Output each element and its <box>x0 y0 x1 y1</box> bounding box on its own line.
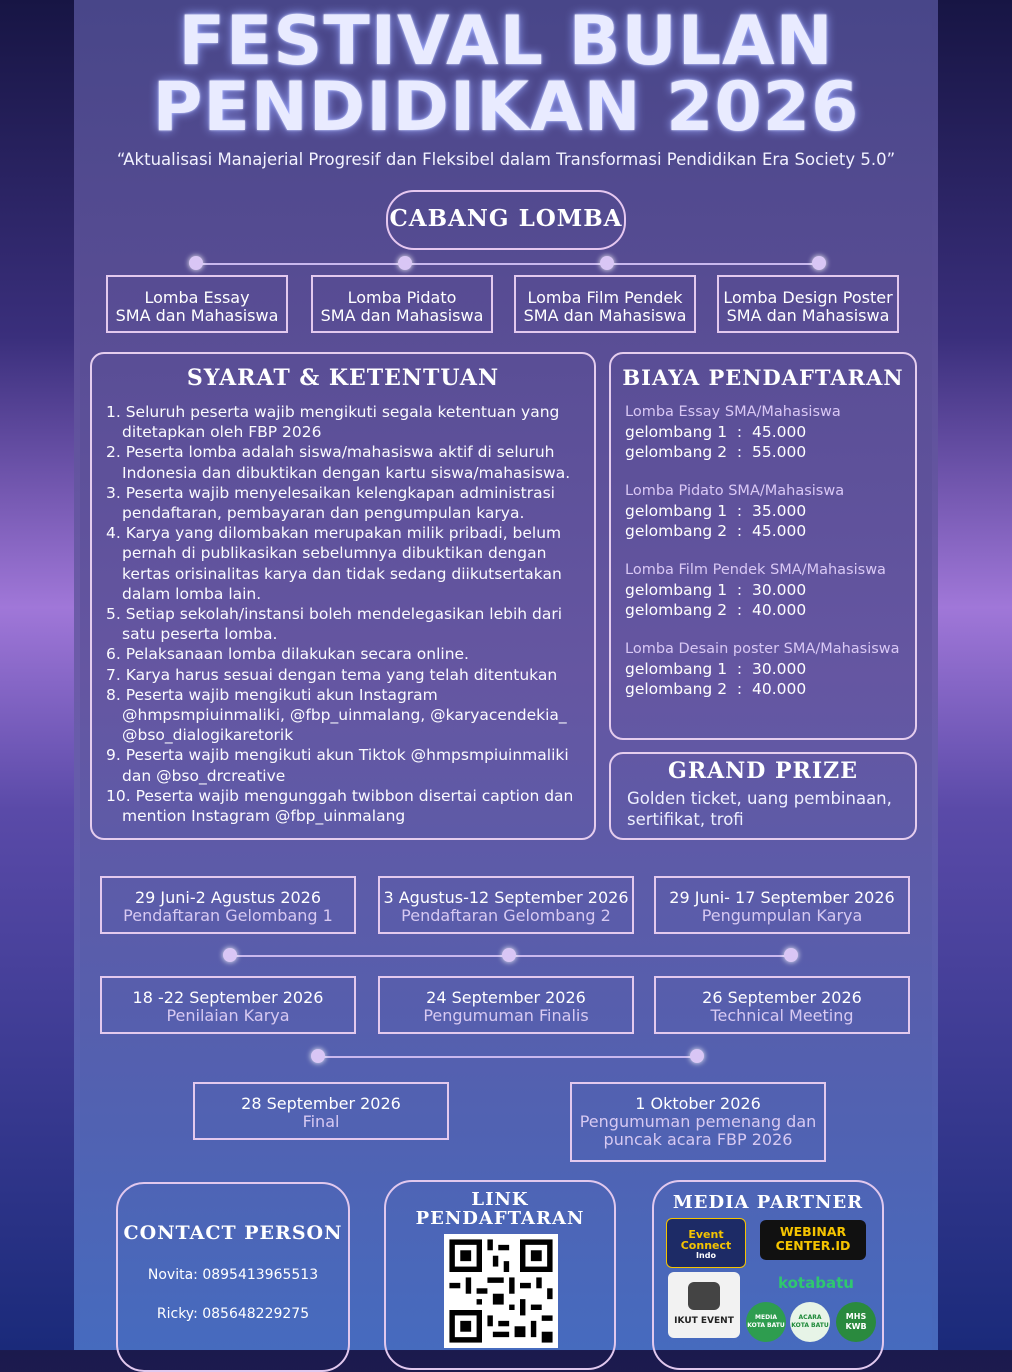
timeline-connector <box>318 1056 698 1058</box>
list-item: 6. Pelaksanaan lomba dilakukan secara online. <box>106 645 469 664</box>
list-item: 3. Peserta wajib menyelesaikan kelengkapan administrasi pendaftaran, pembayaran dan pengumpulan karya. <box>106 483 555 523</box>
timeline-item <box>378 976 634 1034</box>
connector-dot <box>690 1049 704 1063</box>
category-design-poster <box>717 275 899 333</box>
timeline-label-2: puncak acara FBP 2026 <box>603 1130 793 1149</box>
fee-category: Lomba Essay SMA/Mahasiswa <box>625 404 841 420</box>
category-name: Lomba Design Poster <box>723 288 893 307</box>
list-item: 8. Peserta wajib mengikuti akun Instagram @hmpsmpiuinmaliki, @fbp_uinmalang, @karyacendekia_ @bso_dialogikaretorik <box>106 685 567 745</box>
connector-dot <box>189 256 203 270</box>
fee-wave-2: gelombang 2 : 45.000 <box>625 522 807 540</box>
ikut-event-icon <box>688 1282 720 1310</box>
timeline-date: 18 -22 September 2026 <box>132 988 324 1007</box>
title-line-1: FESTIVAL BULAN <box>178 2 834 81</box>
link-heading-line-2: PENDAFTARAN <box>415 1208 585 1229</box>
timeline-date: 24 September 2026 <box>426 988 586 1007</box>
category-level: SMA dan Mahasiswa <box>523 306 687 325</box>
fee-wave-1: gelombang 1 : 35.000 <box>625 502 807 520</box>
fee-category: Lomba Desain poster SMA/Mahasiswa <box>625 641 900 657</box>
category-name: Lomba Essay <box>144 288 250 307</box>
event-connect-name: Event Connect <box>680 1228 732 1252</box>
category-name: Lomba Film Pendek <box>527 288 683 307</box>
timeline-item <box>654 876 910 934</box>
connector-dot <box>600 256 614 270</box>
fee-wave-1: gelombang 1 : 30.000 <box>625 660 807 678</box>
connector-dot <box>502 948 516 962</box>
fee-category: Lomba Pidato SMA/Mahasiswa <box>625 483 845 499</box>
right-side-decoration <box>932 0 1012 1350</box>
timeline-label: Pengumuman pemenang dan <box>579 1112 817 1131</box>
event-connect-sub: Indo <box>696 1251 716 1260</box>
contact-person-2[interactable]: Ricky: 085648229275 <box>156 1306 310 1322</box>
category-level: SMA dan Mahasiswa <box>115 306 279 325</box>
category-level: SMA dan Mahasiswa <box>320 306 484 325</box>
fee-wave-2: gelombang 2 : 40.000 <box>625 680 807 698</box>
timeline-label: Pengumpulan Karya <box>701 906 863 925</box>
contact-heading: CONTACT PERSON <box>123 1222 343 1244</box>
fee-group-poster <box>625 639 915 699</box>
qr-code[interactable] <box>444 1234 558 1348</box>
qr-code-icon <box>444 1234 558 1348</box>
list-item: 5. Setiap sekolah/instansi boleh mendelegasikan lebih dari satu peserta lomba. <box>106 605 563 644</box>
category-level: SMA dan Mahasiswa <box>726 306 890 325</box>
timeline-label: Penilaian Karya <box>166 1006 290 1025</box>
list-item: 10. Peserta wajib mengunggah twibbon disertai caption dan mention Instagram @fbp_uinmalang <box>106 786 574 826</box>
timeline-label: Pengumuman Finalis <box>423 1006 589 1025</box>
category-film-pendek <box>514 275 696 333</box>
connector-dot <box>311 1049 325 1063</box>
fee-wave-2: gelombang 2 : 55.000 <box>625 443 807 461</box>
category-connector-line <box>196 263 820 265</box>
event-connect-logo <box>666 1218 746 1268</box>
fee-category: Lomba Film Pendek SMA/Mahasiswa <box>625 562 886 578</box>
tagline: “Aktualisasi Manajerial Progresif dan Fleksibel dalam Transformasi Pendidikan Era Society 5.0” <box>116 150 896 169</box>
title-line-2: PENDIDIKAN 2026 <box>152 68 860 147</box>
category-essay <box>106 275 288 333</box>
grand-prize-heading: GRAND PRIZE <box>668 758 858 784</box>
list-item: 7. Karya harus sesuai dengan tema yang telah ditentukan <box>106 665 558 684</box>
link-heading <box>384 1190 616 1228</box>
timeline-label: Final <box>302 1112 340 1131</box>
timeline-label: Technical Meeting <box>710 1006 854 1025</box>
timeline-date: 26 September 2026 <box>702 988 862 1007</box>
timeline-item <box>570 1082 826 1162</box>
webinar-center-logo: WEBINAR CENTER.ID <box>760 1220 866 1260</box>
timeline-date: 28 September 2026 <box>241 1094 401 1113</box>
connector-dot <box>398 256 412 270</box>
connector-dot <box>223 948 237 962</box>
grand-prize-line: Golden ticket, uang pembinaan, <box>627 789 892 808</box>
connector-dot <box>784 948 798 962</box>
fee-wave-1: gelombang 1 : 30.000 <box>625 581 807 599</box>
timeline-item <box>378 876 634 934</box>
grand-prize-line: sertifikat, trofi <box>627 810 744 829</box>
left-side-decoration <box>0 0 80 1350</box>
list-item: 4. Karya yang dilombakan merupakan milik pribadi, belum pernah di publikasikan sebelumnya dibuktikan dengan kertas orisinalitas karya dan tidak sedang diikutsertakan dalam lomba lain. <box>106 524 562 603</box>
syarat-list <box>106 402 590 826</box>
ikut-event-name: IKUT EVENT <box>674 1316 734 1326</box>
biaya-heading: BIAYA PENDAFTARAN <box>622 365 904 390</box>
fee-group-pidato <box>625 481 915 541</box>
link-heading-line-1: LINK <box>471 1189 529 1210</box>
kotabatu-logo: kotabatu <box>778 1274 854 1292</box>
fee-group-film <box>625 560 915 620</box>
cabang-lomba-heading: CABANG LOMBA <box>386 190 626 250</box>
connector-dot <box>812 256 826 270</box>
timeline-item <box>100 976 356 1034</box>
ikut-event-logo <box>668 1272 740 1338</box>
timeline-date: 29 Juni- 17 September 2026 <box>669 888 895 907</box>
grand-prize-text <box>627 788 917 830</box>
mhs-kwb-logo: MHS KWB <box>836 1302 876 1342</box>
contact-person-1[interactable]: Novita: 0895413965513 <box>147 1267 319 1283</box>
fee-wave-2: gelombang 2 : 40.000 <box>625 601 807 619</box>
timeline-label: Pendaftaran Gelombang 1 <box>123 906 333 925</box>
timeline-item <box>654 976 910 1034</box>
list-item: 1. Seluruh peserta wajib mengikuti segala ketentuan yang ditetapkan oleh FBP 2026 <box>106 403 560 442</box>
category-pidato <box>311 275 493 333</box>
timeline-date: 1 Oktober 2026 <box>635 1094 761 1113</box>
media-partner-heading: MEDIA PARTNER <box>672 1192 864 1213</box>
list-item: 2. Peserta lomba adalah siswa/mahasiswa aktif di seluruh Indonesia dan dibuktikan dengan kartu siswa/mahasiswa. <box>106 443 571 482</box>
fee-group-essay <box>625 402 915 462</box>
acara-kota-batu-logo: ACARA KOTA BATU <box>790 1302 830 1342</box>
fee-wave-1: gelombang 1 : 45.000 <box>625 423 807 441</box>
timeline-item <box>193 1082 449 1140</box>
media-kota-batu-logo: MEDIA KOTA BATU <box>746 1302 786 1342</box>
timeline-item <box>100 876 356 934</box>
list-item: 9. Peserta wajib mengikuti akun Tiktok @hmpsmpiuinmaliki dan @bso_drcreative <box>106 746 569 785</box>
syarat-heading: SYARAT & KETENTUAN <box>186 365 500 391</box>
timeline-date: 29 Juni-2 Agustus 2026 <box>134 888 322 907</box>
timeline-label: Pendaftaran Gelombang 2 <box>401 906 611 925</box>
category-name: Lomba Pidato <box>347 288 457 307</box>
timeline-date: 3 Agustus-12 September 2026 <box>383 888 629 907</box>
